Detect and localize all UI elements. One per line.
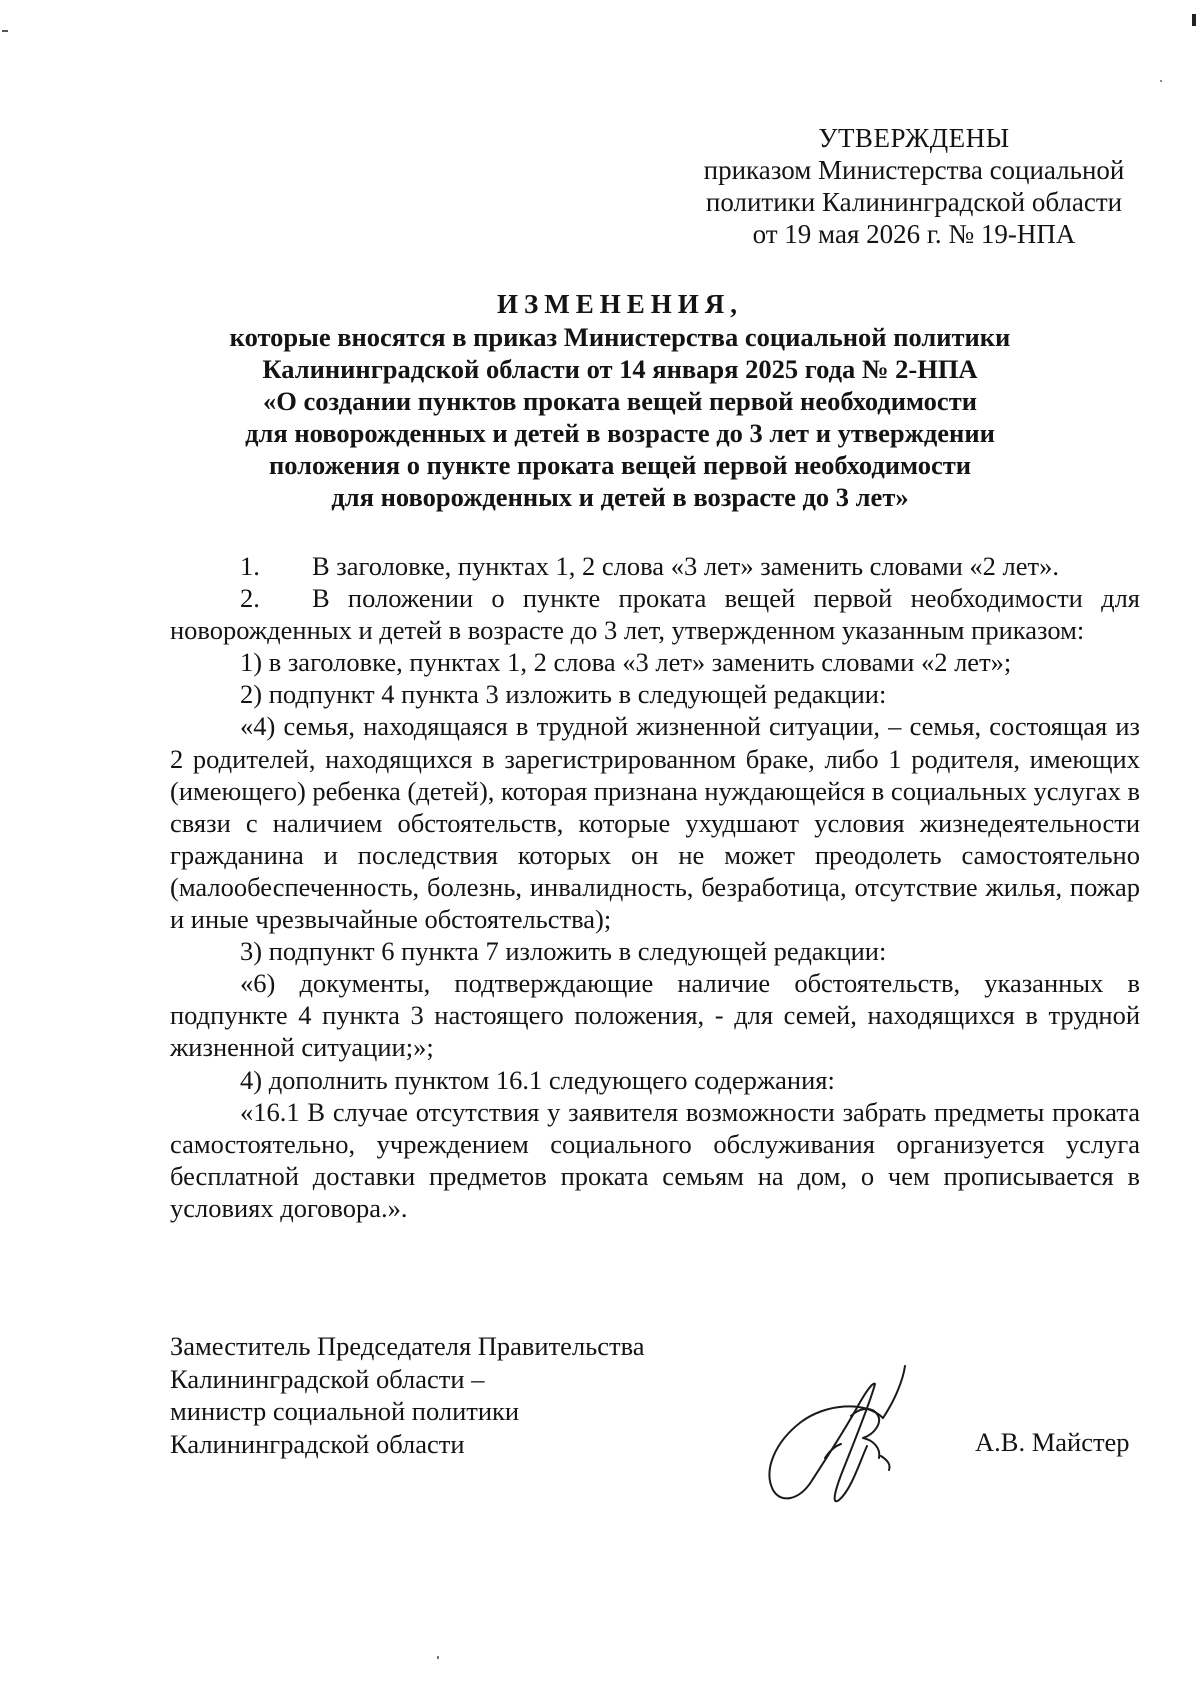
position-line: Калининградской области – <box>170 1363 485 1394</box>
approval-block <box>684 122 1144 250</box>
paragraph-1 <box>170 550 1140 582</box>
signatory-name: А.В. Майстер <box>975 1427 1130 1457</box>
heading-line: положения о пункте проката вещей первой необходимости <box>268 450 972 480</box>
handwritten-signature <box>755 1360 945 1510</box>
paragraph-number: 2. <box>240 583 260 614</box>
quoted-text-3: «16.1 В случае отсутствия у заявителя возможности забрать предметы проката самостоятельно, учреждением социального обслуживания организуется услуга бесплатной доставки предметов проката семьям на дом, о чем прописывается в условиях договора.». <box>170 1096 1140 1223</box>
document-body <box>170 550 1140 1224</box>
heading-title: ИЗМЕНЕНИЯ, <box>496 289 743 319</box>
scan-speck <box>1192 14 1196 26</box>
position-line: министр социальной политики <box>170 1396 520 1426</box>
position-line: Заместитель Председателя Правительства <box>170 1331 645 1361</box>
heading-line: Калининградской области от 14 января 2025 года № 2-НПА <box>262 354 978 384</box>
subitem-1: 1) в заголовке, пунктах 1, 2 слова «3 лет» заменить словами «2 лет»; <box>240 647 1012 678</box>
approval-title: УТВЕРЖДЕНЫ <box>818 123 1010 153</box>
scan-speck <box>1160 80 1162 82</box>
quoted-text-2: «6) документы, подтверждающие наличие обстоятельств, указанных в подпункте 4 пункта 3 настоящего положения, - для семей, находящихся в трудной жизненной ситуации;»; <box>170 968 1140 1063</box>
paragraph-number: 1. <box>240 551 260 581</box>
heading-line: которые вносятся в приказ Министерства социальной политики <box>229 322 1011 352</box>
paragraph-2 <box>170 582 1140 646</box>
document-heading <box>160 288 1080 513</box>
paragraph-text: В положении о пункте проката вещей первой необходимости для новорожденных и детей в возрасте до 3 лет, утвержденном указанным приказом: <box>170 583 1140 646</box>
subitem-2: 2) подпункт 4 пункта 3 изложить в следующей редакции: <box>240 679 887 710</box>
quoted-text-1: «4) семья, находящаяся в трудной жизненной ситуации, – семья, состоящая из 2 родителей, находящихся в зарегистрированном браке, либо 1 родителя, имеющих (имеющего) ребенка (детей), которая признана нуждающейся в социальных услугах в связи с наличием обстоятельств, которые ухудшают условия жизнедеятельности гражданина и последствия которых он не может преодолеть самостоятельно (малообеспеченность, болезнь, инвалидность, безработица, отсутствие жилья, пожар и иные чрезвычайные обстоятельства); <box>170 711 1140 935</box>
subitem-3: 3) подпункт 6 пункта 7 изложить в следующей редакции: <box>240 936 887 967</box>
paragraph-text: В заголовке, пунктах 1, 2 слова «3 лет» заменить словами «2 лет». <box>312 551 1059 581</box>
signatory-position <box>170 1330 645 1460</box>
scan-speck <box>2 30 8 32</box>
approval-date-number: от 19 мая 2026 г. № 19-НПА <box>752 219 1076 249</box>
heading-line: для новорожденных и детей в возрасте до 3 лет и утверждении <box>245 418 995 448</box>
subitem-4: 4) дополнить пунктом 16.1 следующего содержания: <box>240 1064 835 1095</box>
heading-line: «О создании пунктов проката вещей первой необходимости <box>263 386 977 416</box>
scan-speck <box>437 1656 439 1659</box>
approval-line: приказом Министерства социальной <box>703 155 1125 185</box>
approval-line: политики Калининградской области <box>705 187 1123 217</box>
position-line: Калининградской области <box>170 1428 465 1459</box>
heading-line: для новорожденных и детей в возрасте до 3 лет» <box>331 482 909 512</box>
